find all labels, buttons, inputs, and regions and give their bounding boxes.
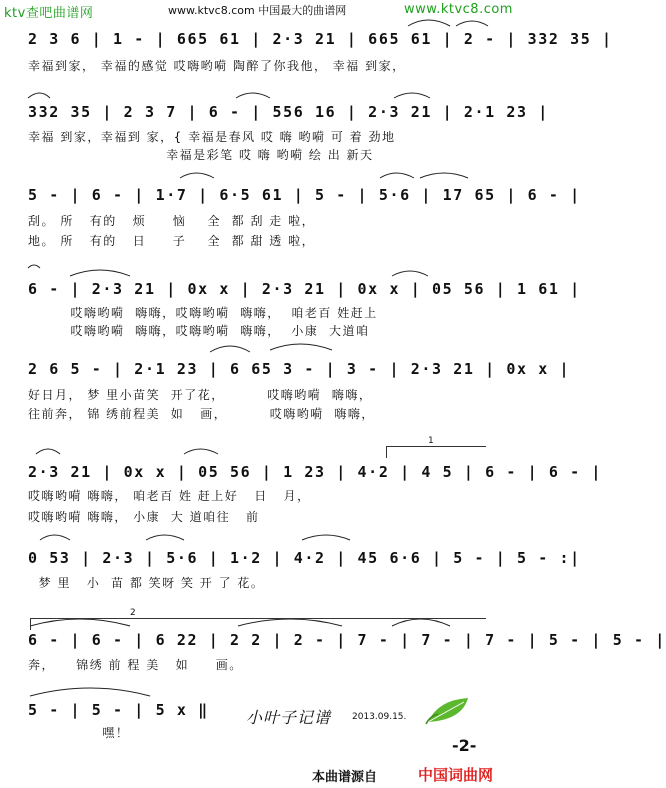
lyric-line-8: 奔， 锦绣 前 程 美 如 画。 xyxy=(28,658,243,672)
slur-mark xyxy=(420,173,468,178)
notation-line-8: 6 - | 6 - | 6 22 | 2 2 | 2 - | 7 - | 7 - | 7 - | 5 - | 5 - | xyxy=(28,631,666,649)
volta-2-number: 2 xyxy=(130,608,136,618)
slur-mark xyxy=(36,449,60,454)
slur-mark xyxy=(392,619,450,626)
lyric-line-5a: 好日月， 梦 里小苗笑 开了花， 哎嗨哟嗬 嗨嗨， xyxy=(28,388,373,402)
slur-mark xyxy=(270,344,332,350)
site-header-center: www.ktvc8.com 中国最大的曲谱网 xyxy=(168,4,347,17)
lyric-line-2b: 幸福是彩笔 哎 嗨 哟嗬 绘 出 新天 xyxy=(28,148,374,162)
volta-1-number: 1 xyxy=(428,436,434,446)
notation-line-3: 5 - | 6 - | 1·7 | 6·5 61 | 5 - | 5·6 | 17 65 | 6 - | xyxy=(28,186,581,204)
notation-line-7: 0 53 | 2·3 | 5·6 | 1·2 | 4·2 | 45 6·6 | 5 - | 5 - :| xyxy=(28,549,581,567)
lyric-line-7: 梦 里 小 苗 都 笑呀 笑 开 了 花。 xyxy=(28,576,265,590)
slur-mark xyxy=(236,93,270,98)
notation-line-6: 2·3 21 | 0x x | 05 56 | 1 23 | 4·2 | 4 5 | 6 - | 6 - | xyxy=(28,463,603,481)
slur-mark xyxy=(28,265,40,268)
lyric-line-4a: 哎嗨哟嗬 嗨嗨，哎嗨哟嗬 嗨嗨， 咱老百 姓赶上 xyxy=(28,306,378,320)
source-prefix: 本曲谱源自 xyxy=(312,770,378,785)
slur-mark xyxy=(238,619,342,626)
notation-line-1: 2 3 6 | 1 - | 665 61 | 2·3 21 | 665 61 | 2 - | 332 35 | xyxy=(28,30,613,48)
lyric-line-3a: 刮。 所 有的 烦 恼 全 都 刮 走 啦， xyxy=(28,214,316,228)
notation-line-4: 6 - | 2·3 21 | 0x x | 2·3 21 | 0x x | 05 56 | 1 61 | xyxy=(28,280,581,298)
volta-2-bracket xyxy=(30,618,486,619)
notation-line-5: 2 6 5 - | 2·1 23 | 6 65 3 - | 3 - | 2·3 21 | 0x x | xyxy=(28,360,571,378)
lyric-line-6b: 哎嗨哟嗬 嗨嗨， 小康 大 道咱往 前 xyxy=(28,510,260,524)
notation-line-9: 5 - | 5 - | 5 x ‖ xyxy=(28,701,209,719)
leaf-icon xyxy=(424,694,474,728)
slur-mark xyxy=(184,449,218,454)
notation-line-2: 332 35 | 2 3 7 | 6 - | 556 16 | 2·3 21 | 2·1 23 | xyxy=(28,103,549,121)
lyric-line-1: 幸福到家， 幸福的感觉 哎嗨哟嗬 陶醉了你我他， 幸福 到家， xyxy=(28,59,406,73)
slur-mark xyxy=(408,20,450,26)
volta-1-bracket xyxy=(386,446,486,447)
slur-mark xyxy=(302,535,350,540)
slur-mark xyxy=(394,93,430,98)
lyric-line-6a: 哎嗨哟嗬 嗨嗨， 咱老百 姓 赶上好 日 月， xyxy=(28,489,311,503)
slur-mark xyxy=(30,619,130,626)
site-brand-left: ktv查吧曲谱网 xyxy=(4,6,94,21)
slur-mark xyxy=(28,93,50,98)
lyric-line-9: 嘿！ xyxy=(28,726,130,740)
lyric-line-3b: 地。 所 有的 日 子 全 都 甜 透 啦， xyxy=(28,234,316,248)
slur-mark xyxy=(146,535,184,540)
lyric-line-2a: 幸福 到家，幸福到 家，{ 幸福是春风 哎 嗨 哟嗬 可 着 劲地 xyxy=(28,130,396,144)
lyric-line-5b: 往前奔， 锦 绣前程美 如 画， 哎嗨哟嗬 嗨嗨， xyxy=(28,407,375,421)
transcriber-signature: 小叶子记谱 xyxy=(246,708,332,727)
volta-1-bracket-end xyxy=(386,446,387,458)
slur-mark xyxy=(30,688,150,696)
slur-mark xyxy=(180,173,214,178)
slur-mark xyxy=(456,21,488,26)
slur-mark xyxy=(210,346,250,352)
site-brand-right: www.ktvc8.com xyxy=(404,2,513,17)
page-number: -2- xyxy=(452,736,477,755)
transcription-date: 2013.09.15. xyxy=(352,712,407,722)
slur-mark xyxy=(70,270,130,276)
slur-mark xyxy=(40,535,70,540)
lyric-line-4b: 哎嗨哟嗬 嗨嗨，哎嗨哟嗬 嗨嗨， 小康 大道咱 xyxy=(28,324,370,338)
slur-mark xyxy=(392,271,428,276)
source-link[interactable]: 中国词曲网 xyxy=(418,766,494,784)
slur-mark xyxy=(380,173,414,178)
